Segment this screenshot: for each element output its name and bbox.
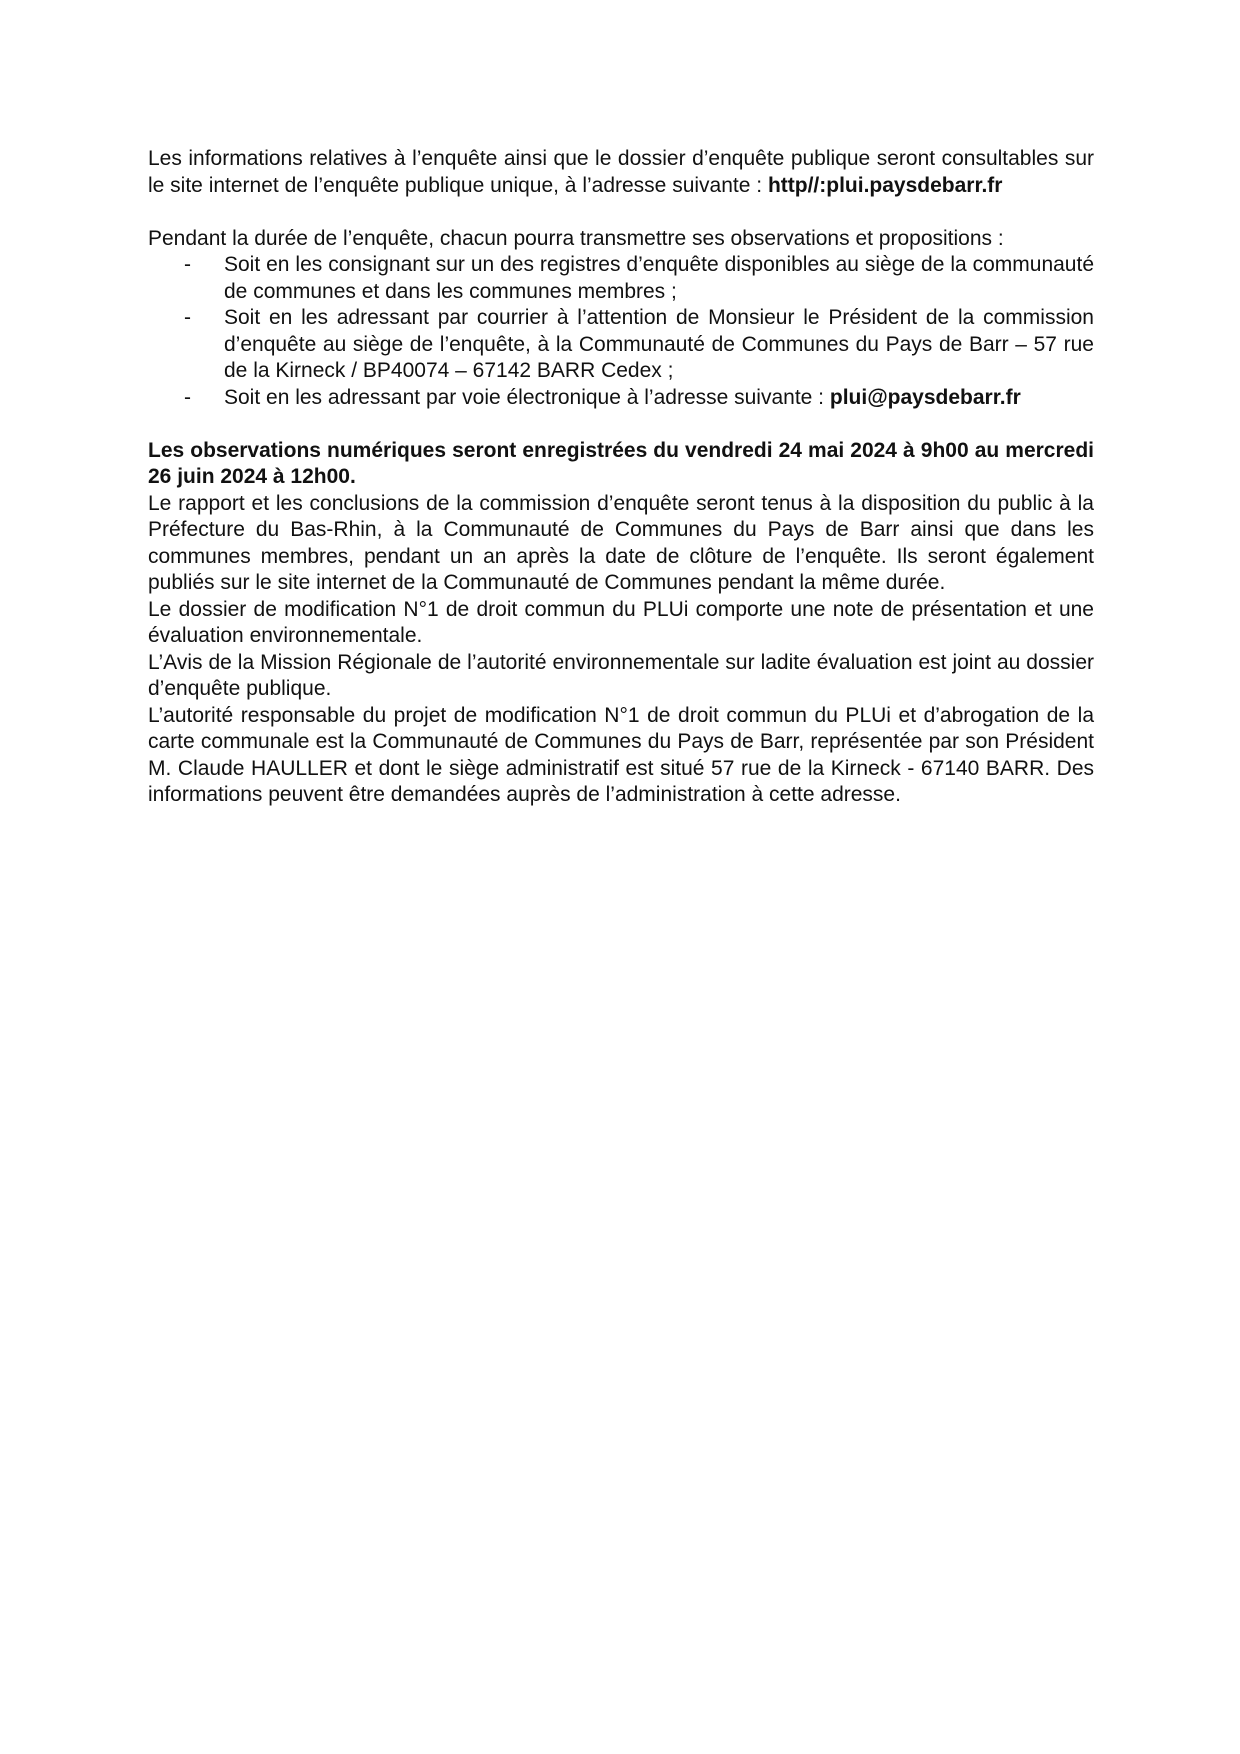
document-page xyxy=(148,146,1094,809)
paragraph-spacer xyxy=(148,199,1094,226)
intro-paragraph xyxy=(148,146,1094,199)
dossier-paragraph: Le dossier de modification N°1 de droit commun du PLUi comporte une note de présentation et une évaluation environnementale. xyxy=(148,597,1094,647)
submission-methods-list xyxy=(148,252,1094,411)
list-item-text: Soit en les adressant par courrier à l’attention de Monsieur le Président de la commission d’enquête au siège de l’enquête, à la Communauté de Communes du Pays de Barr – 57 rue de la Kirneck / BP40074 – 67142 BARR Cedex ; xyxy=(224,306,1094,382)
avis-paragraph: L’Avis de la Mission Régionale de l’autorité environnementale sur ladite évaluation est joint au dossier d’enquête publique. xyxy=(148,650,1094,700)
contact-email: plui@paysdebarr.fr xyxy=(829,385,1021,409)
observations-lead: Pendant la durée de l’enquête, chacun pourra transmettre ses observations et propositions : xyxy=(148,226,1004,250)
list-item xyxy=(148,385,1094,412)
dash-bullet: - xyxy=(184,306,191,329)
digital-observations-dates: Les observations numériques seront enregistrées du vendredi 24 mai 2024 à 9h00 au mercredi 26 juin 2024 à 12h00. xyxy=(148,438,1094,488)
report-paragraph: Le rapport et les conclusions de la commission d’enquête seront tenus à la disposition du public à la Préfecture du Bas-Rhin, à la Communauté de Communes du Pays de Barr ainsi que dans les communes membres, pendant un an après la date de clôture de l’enquête. Ils seront également publiés sur le site internet de la Communauté de Communes pendant la même durée. xyxy=(148,491,1094,594)
list-item xyxy=(148,252,1094,305)
paragraph-spacer xyxy=(148,411,1094,438)
dash-bullet: - xyxy=(184,253,191,276)
list-item-text: Soit en les adressant par voie électronique à l’adresse suivante : xyxy=(224,385,825,409)
list-item xyxy=(148,305,1094,385)
authority-paragraph: L’autorité responsable du projet de modification N°1 de droit commun du PLUi et d’abrogation de la carte communale est la Communauté de Communes du Pays de Barr, représentée par son Président M. Claude HAULLER et dont le siège administratif est situé 57 rue de la Kirneck - 67140 BARR. Des informations peuvent être demandées auprès de l’administration à cette adresse. xyxy=(148,703,1094,806)
survey-website-url: http//:plui.paysdebarr.fr xyxy=(767,173,1003,197)
list-item-text: Soit en les consignant sur un des registres d’enquête disponibles au siège de la communauté de communes et dans les communes membres ; xyxy=(224,253,1094,303)
dash-bullet: - xyxy=(184,385,191,409)
intro-text: Les informations relatives à l’enquête ainsi que le dossier d’enquête publique seront consultables sur le site internet de l’enquête publique unique, à l’adresse suivante : xyxy=(148,147,1094,197)
